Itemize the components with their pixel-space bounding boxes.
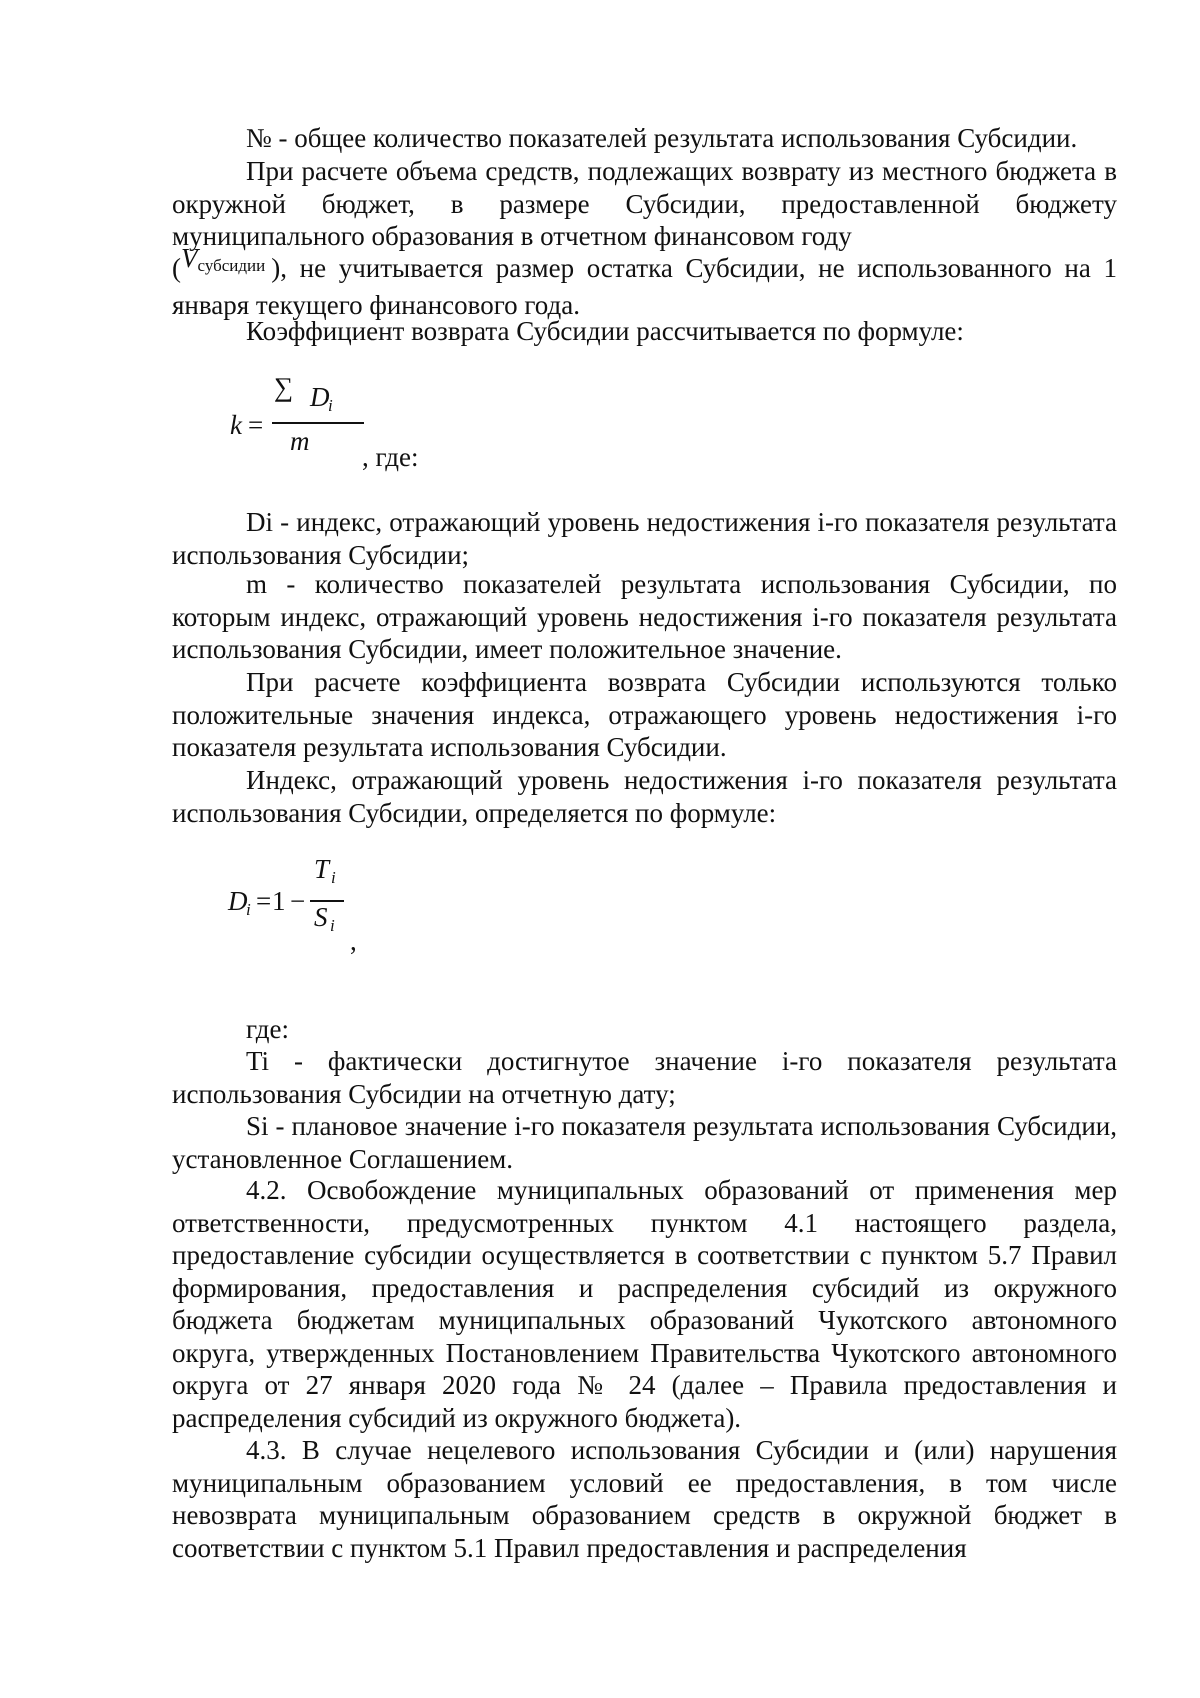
paragraph-return-calc-line	[172, 243, 1117, 321]
paragraph-ti-definition: Ti - фактически достигнутое значение i-го показателя результата использования Субсидии на отчетную дату;	[172, 1046, 1117, 1109]
formula-subscript-subsidy: субсидии	[197, 256, 266, 275]
formula-k-num-var: D	[310, 382, 330, 412]
formula-d-lhs-sub: i	[246, 900, 251, 919]
inline-formula	[172, 243, 266, 283]
sum-icon: ∑	[274, 372, 294, 402]
formula-d	[228, 854, 448, 978]
paragraph-di-definition: Di - индекс, отражающий уровень недостижения i-го показателя результата использования Субсидии;	[172, 507, 1117, 570]
formula-k-eq: =	[248, 410, 264, 440]
formula-d-suffix: ,	[350, 926, 357, 956]
paragraph-return-calc	[172, 155, 1117, 253]
formula-d-lhs-var: D	[228, 886, 248, 916]
paragraph-return-calc-text-b: ), не учитывается размер остатка Субсидии, не использованного на 1 января текущего финансового года.	[172, 253, 1117, 320]
formula-k-lhs: k	[230, 410, 242, 440]
paragraph-return-calc-text-a: При расчете объема средств, подлежащих возврату из местного бюджета в окружной бюджет, в размере Субсидии, предоставленной бюджету муниципального образования в отчетном финансовом году	[172, 156, 1117, 251]
formula-k-fraction-bar	[272, 422, 364, 424]
paragraph-m-definition: m - количество показателей результата использования Субсидии, по которым индекс, отражающий уровень недостижения i-го показателя результата использования Субсидии, имеет положительное значение.	[172, 569, 1117, 664]
formula-k	[230, 372, 490, 478]
paragraph-positive-values: При расчете коэффициента возврата Субсидии используются только положительные значения индекса, отражающего уровень недостижения i-го показателя результата использования Субсидии.	[172, 667, 1117, 762]
formula-d-minus: −	[290, 886, 306, 916]
formula-var-v: V	[181, 243, 198, 273]
formula-d-num-sub: i	[331, 868, 336, 887]
paragraph-where: где:	[246, 1014, 289, 1044]
formula-k-num-sub: i	[328, 396, 333, 415]
formula-k-denominator: m	[290, 426, 310, 456]
formula-d-den-var: S	[314, 902, 328, 932]
formula-d-eq: =	[256, 886, 272, 916]
paragraph-section-4-2: 4.2. Освобождение муниципальных образований от применения мер ответственности, предусмотренных пунктом 4.1 настоящего раздела, предоставление субсидии осуществляется в соответствии с пунктом 5.7 Правил формирования, предоставления и распределения субсидий из окружного бюджета бюджетам муниципальных образований Чукотского автономного округа, утвержденных Постановлением Правительства Чукотского автономного округа от 27 января 2020 года № 24 (далее – Правила предоставления и распределения субсидий из окружного бюджета).	[172, 1175, 1117, 1433]
paragraph-si-definition: Si - плановое значение i-го показателя результата использования Субсидии, установленное Соглашением.	[172, 1111, 1117, 1174]
paren-open: (	[172, 253, 181, 283]
formula-d-num-var: T	[314, 854, 330, 884]
paragraph-coefficient-intro: Коэффициент возврата Субсидии рассчитывается по формуле:	[246, 316, 964, 346]
paragraph-section-4-3: 4.3. В случае нецелевого использования Субсидии и (или) нарушения муниципальным образованием условий ее предоставления, в том числе невозврата муниципальным образованием средств в окружной бюджет в соответствии с пунктом 5.1 Правил предоставления и распределения	[172, 1435, 1117, 1563]
formula-k-suffix: , где:	[362, 442, 419, 472]
formula-d-one: 1	[272, 886, 286, 916]
paragraph-index-intro: Индекс, отражающий уровень недостижения i-го показателя результата использования Субсидии, определяется по формуле:	[172, 765, 1117, 828]
formula-d-den-sub: i	[330, 916, 335, 935]
paragraph-total-indicators: № - общее количество показателей результата использования Субсидии.	[246, 123, 1078, 153]
